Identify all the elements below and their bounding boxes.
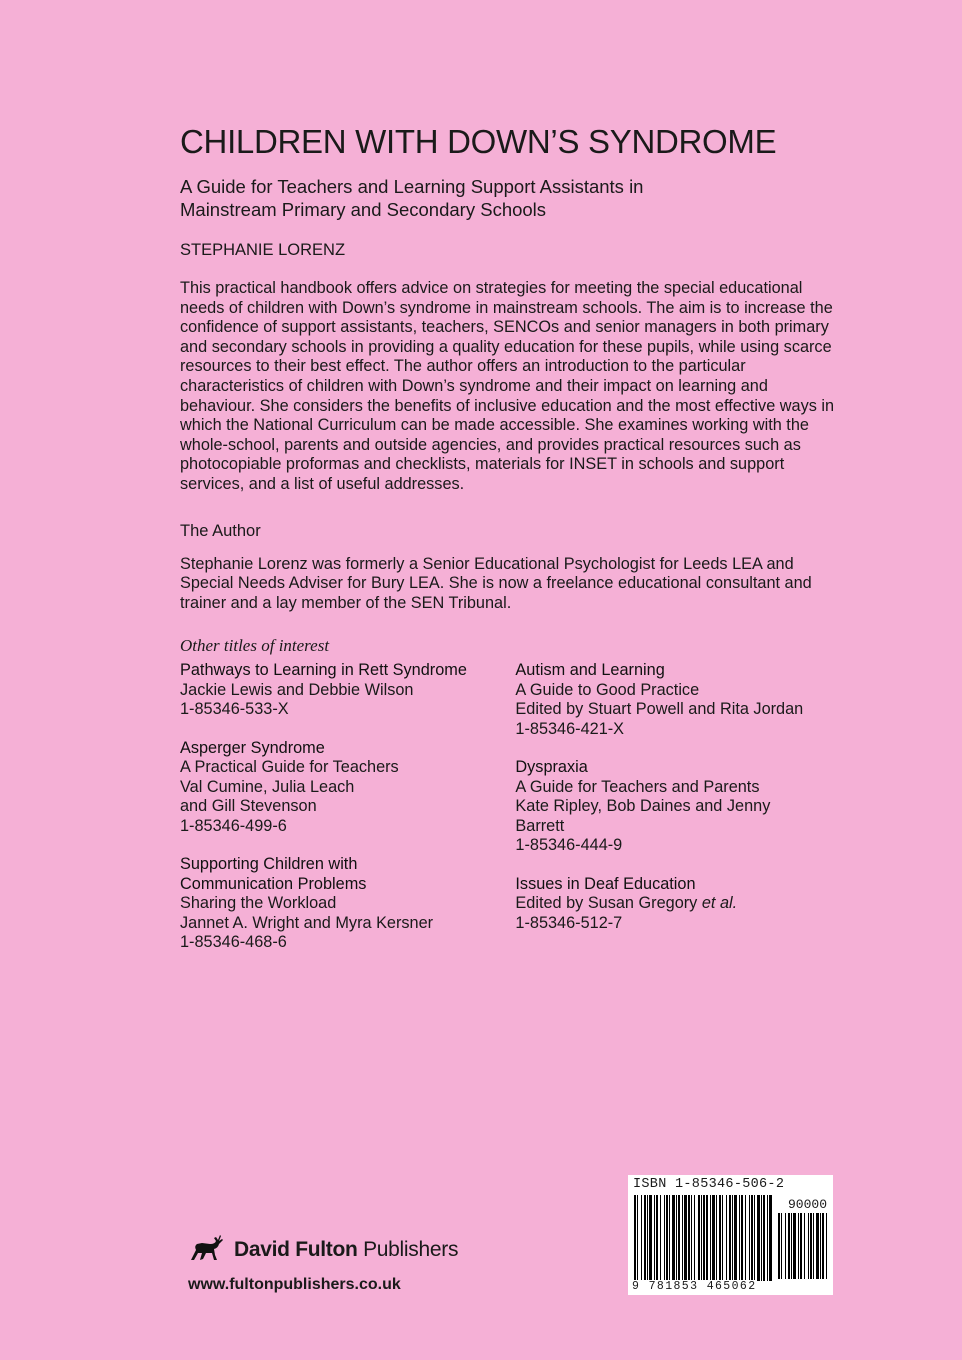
barcode-stripe	[767, 1195, 768, 1281]
barcode-stripe	[798, 1213, 799, 1279]
barcode-stripe	[664, 1195, 665, 1281]
book-entry-line: A Practical Guide for Teachers	[180, 758, 399, 777]
barcode-stripe	[710, 1195, 711, 1281]
book-entry-line: 1-85346-444-9	[515, 836, 623, 855]
book-entry-line: 1-85346-499-6	[180, 816, 287, 835]
barcode-stripe	[816, 1213, 819, 1279]
barcode-stripe	[734, 1195, 737, 1281]
back-cover-content	[180, 120, 840, 972]
book-author: STEPHANIE LORENZ	[180, 241, 346, 259]
book-entry-line: Jackie Lewis and Debbie Wilson	[180, 680, 414, 699]
book-entry-title: Communication Problems	[180, 874, 367, 893]
barcode-stripe	[634, 1195, 636, 1281]
other-titles-list	[180, 661, 840, 972]
et-al-text: et al.	[701, 894, 738, 913]
book-entry-line: A Guide to Good Practice	[515, 680, 700, 699]
barcode-stripe	[804, 1213, 805, 1279]
barcode-stripe	[656, 1195, 658, 1281]
barcode-stripe	[810, 1213, 812, 1279]
barcode-stripe	[641, 1195, 642, 1281]
editor-text: Edited by Susan Gregory	[515, 894, 702, 913]
barcode-stripe	[647, 1195, 648, 1281]
barcode-stripe	[749, 1195, 750, 1281]
barcode-bars	[634, 1195, 774, 1281]
book-entry	[515, 875, 840, 934]
barcode-stripe	[757, 1195, 760, 1281]
barcode-stripe	[769, 1195, 772, 1281]
publisher-name-light: Publishers	[357, 1237, 459, 1261]
isbn-barcode	[628, 1175, 833, 1295]
barcode-stripe	[778, 1213, 780, 1279]
barcode-stripe	[684, 1195, 687, 1281]
price-barcode-bars	[778, 1213, 828, 1279]
publisher-website[interactable]: www.fultonpublishers.co.uk	[188, 1276, 401, 1293]
book-entry-line: 1-85346-533-X	[180, 700, 289, 719]
titles-column-right	[515, 661, 840, 972]
barcode-stripe	[682, 1195, 683, 1281]
barcode-stripe	[688, 1195, 690, 1281]
barcode-stripe	[791, 1213, 792, 1279]
book-subtitle	[180, 175, 840, 221]
book-entry-line: 1-85346-468-6	[180, 933, 287, 952]
barcode-stripe	[719, 1195, 721, 1281]
book-entry	[180, 855, 515, 953]
price-code: 90000	[787, 1197, 827, 1212]
barcode-stripe	[716, 1195, 717, 1281]
book-entry	[515, 758, 840, 856]
barcode-stripe	[813, 1213, 814, 1279]
barcode-stripe	[660, 1195, 661, 1281]
barcode-stripe	[678, 1195, 680, 1281]
barcode-stripe	[822, 1213, 824, 1279]
barcode-stripe	[644, 1195, 646, 1281]
barcode-stripe	[826, 1213, 827, 1279]
book-entry	[515, 661, 840, 739]
barcode-stripe	[820, 1213, 821, 1279]
barcode-stripe	[698, 1195, 700, 1281]
subtitle-line: A Guide for Teachers and Learning Support Assistants in	[180, 176, 644, 197]
book-entry-title: Supporting Children with	[180, 855, 358, 874]
barcode-stripe	[637, 1195, 638, 1281]
book-entry-line: Edited by Stuart Powell and Rita Jordan	[515, 700, 804, 719]
book-blurb: This practical handbook offers advice on strategies for meeting the special educational needs of children with Down’s syndrome in mainstream schools. The aim is to increase the confidence of support assistants, teachers, SENCOs and senior managers in both primary and secondary schools in providing a quality education for these pupils, while using scarce resources to their best effect. The author offers an introduction to the particular characteristics of children with Down’s syndrome and their impact on learning and behaviour. She considers the benefits of inclusive education and the most effective ways in which the National Curriculum can be made accessible. She examines working with the whole-school, parents and outside agencies, and provides practical resources such as photocopiable proformas and checklists, materials for INSET in schools and support services, and a list of useful addresses.	[180, 279, 835, 493]
author-heading: The Author	[180, 521, 261, 540]
book-entry-line: A Guide for Teachers and Parents	[515, 777, 760, 796]
book-entry-title: Pathways to Learning in Rett Syndrome	[180, 661, 467, 680]
book-entry-line: 1-85346-421-X	[515, 719, 625, 738]
book-entry-title: Asperger Syndrome	[180, 738, 325, 757]
book-entry	[180, 661, 515, 720]
book-entry-line: Barrett	[515, 816, 565, 835]
barcode-stripe	[706, 1195, 708, 1281]
barcode-stripe	[676, 1195, 677, 1281]
barcode-stripe	[712, 1195, 715, 1281]
author-bio	[180, 555, 840, 614]
book-entry-line: Kate Ripley, Bob Daines and Jenny	[515, 797, 771, 816]
barcode-stripe	[741, 1195, 743, 1281]
author-name: Stephanie Lorenz	[180, 554, 308, 573]
publisher-logo	[188, 1232, 458, 1267]
barcode-stripe	[732, 1195, 733, 1281]
book-entry	[180, 739, 515, 837]
publisher-name	[234, 1238, 458, 1262]
barcode-stripe	[669, 1195, 670, 1281]
barcode-stripe	[761, 1195, 762, 1281]
isbn-text: ISBN 1-85346-506-2	[633, 1177, 785, 1192]
book-entry-line: Jannet A. Wright and Myra Kersner	[180, 913, 434, 932]
barcode-stripe	[722, 1195, 723, 1281]
book-entry-title: Issues in Deaf Education	[515, 874, 696, 893]
book-entry-line: and Gill Stevenson	[180, 797, 317, 816]
subtitle-line: Mainstream Primary and Secondary Schools	[180, 199, 547, 220]
barcode-stripe	[751, 1195, 753, 1281]
other-titles-heading: Other titles of interest	[180, 636, 330, 656]
book-entry-line: Val Cumine, Julia Leach	[180, 777, 355, 796]
publisher-name-bold: David Fulton	[234, 1237, 358, 1261]
book-title: CHILDREN WITH DOWN’S SYNDROME	[180, 123, 777, 160]
barcode-stripe	[666, 1195, 668, 1281]
barcode-stripe	[763, 1195, 765, 1281]
barcode-stripe	[785, 1213, 786, 1279]
barcode-stripe	[703, 1195, 705, 1281]
barcode-stripe	[754, 1195, 755, 1281]
barcode-stripe	[654, 1195, 655, 1281]
titles-column-left	[180, 661, 515, 972]
barcode-stripe	[729, 1195, 731, 1281]
barcode-stripe	[808, 1213, 809, 1279]
barcode-stripe	[649, 1195, 652, 1281]
barcode-stripe	[800, 1213, 802, 1279]
book-entry-title: Dyspraxia	[515, 758, 588, 777]
book-entry-line	[515, 894, 840, 914]
author-bio-text: was formerly a Senior Educational Psychologist for Leeds LEA and Special Needs Adviser for Bury LEA. She is now a freelance educational consultant and trainer and a lay member of the SEN Tribunal.	[180, 554, 812, 612]
barcode-stripe	[691, 1195, 692, 1281]
deer-icon	[188, 1232, 224, 1267]
ean-number: 9 781853 465062	[632, 1280, 757, 1293]
book-entry-title: Autism and Learning	[515, 661, 665, 680]
barcode-stripe	[793, 1213, 796, 1279]
barcode-stripe	[726, 1195, 727, 1281]
barcode-stripe	[672, 1195, 675, 1281]
book-entry-line: Sharing the Workload	[180, 894, 337, 913]
barcode-stripe	[781, 1213, 782, 1279]
barcode-stripe	[788, 1213, 790, 1279]
barcode-stripe	[739, 1195, 740, 1281]
barcode-stripe	[694, 1195, 695, 1281]
barcode-stripe	[701, 1195, 702, 1281]
barcode-stripe	[745, 1195, 746, 1281]
book-entry-line: 1-85346-512-7	[515, 913, 623, 932]
